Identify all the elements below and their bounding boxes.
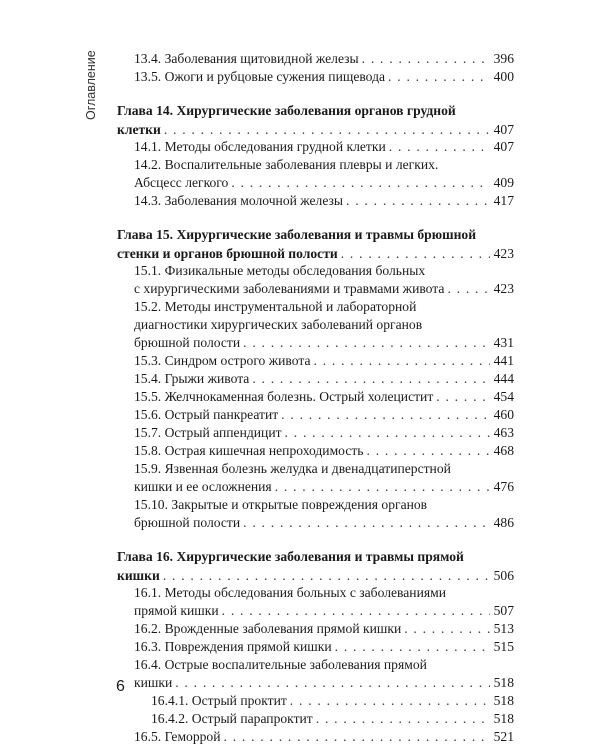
toc-entry-page: 441 [493,353,514,368]
dot-leader [359,50,490,68]
toc-entry [134,174,514,192]
toc-entry-page: 431 [493,335,514,350]
toc-entry [134,50,514,68]
toc-entry [134,388,514,406]
toc-entry-page: 400 [493,69,514,84]
dot-leader [433,388,490,406]
dot-leader [249,370,490,388]
toc-entry [117,121,514,139]
toc-entry-title: 13.4. Заболевания щитовидной железы [134,51,359,66]
dot-leader [332,638,490,656]
toc-entry-title: 15.4. Грыжи живота [134,371,250,386]
toc-entry-title: 16.1. Методы обследования больных с заболеваниями [134,585,446,600]
toc-entry [134,620,514,638]
dot-leader [240,334,490,352]
toc-entry [134,496,514,514]
toc-entry-title: с хирургическими заболеваниями и травмами живота [134,281,445,296]
toc-entry-title: 16.3. Повреждения прямой кишки [134,639,332,654]
dot-leader [228,174,490,192]
toc-entry-title: кишки [134,675,173,690]
toc-entry-page: 417 [493,193,514,208]
toc-entry-title: клетки [117,122,161,137]
dot-leader [444,280,490,298]
toc-entry-page: 476 [493,479,514,494]
toc-entry-title: Абсцесс легкого [134,175,229,190]
dot-leader [313,710,490,728]
toc-entry [134,192,514,210]
toc-entry-page: 460 [493,407,514,422]
dot-leader [272,478,490,496]
dot-leader [338,245,490,263]
toc-entry-page: 521 [493,729,514,744]
toc-entry-title: 16.4.2. Острый парапроктит [151,711,313,726]
dot-leader [385,68,490,86]
toc-entry-page: 518 [493,675,514,690]
toc-entry-title: 15.8. Острая кишечная непроходимость [134,443,364,458]
toc-entry-title: Глава 14. Хирургические заболевания органов грудной [117,103,456,118]
dot-leader [343,192,490,210]
toc-entry-title: 16.5. Геморрой [134,729,221,744]
toc-entry-title: кишки и ее осложнения [134,479,272,494]
toc-entry-title: брюшной полости [134,515,241,530]
dot-leader [161,121,490,139]
toc-entry [134,262,514,280]
toc-entry [117,567,514,585]
toc-entry [151,710,514,728]
toc-entry-title: 16.4.1. Острый проктит [151,693,287,708]
toc-entry-title: кишки [117,568,160,583]
toc-entry [134,478,514,496]
toc-entry [117,102,514,120]
toc-entry [134,280,514,298]
toc-entry-page: 423 [493,281,514,296]
dot-leader [364,442,491,460]
toc-entry-page: 409 [493,175,514,190]
toc-entry [134,674,514,692]
toc-entry-title: Глава 16. Хирургические заболевания и травмы прямой [117,549,464,564]
toc-entry-title: 15.10. Закрытые и открытые повреждения органов [134,497,428,512]
toc-entry [117,548,514,566]
toc-entry-title: брюшной полости [134,335,241,350]
toc-entry-title: прямой кишки [134,603,219,618]
toc-entry [117,226,514,244]
dot-leader [386,138,490,156]
toc-entry [134,316,514,334]
dot-leader [221,728,490,746]
toc-entry [134,602,514,620]
toc-entry-title: 13.5. Ожоги и рубцовые сужения пищевода [134,69,386,84]
toc-entry [134,638,514,656]
toc-entry-page: 444 [493,371,514,386]
toc-entry-page: 454 [493,389,514,404]
toc-entry [134,156,514,174]
toc-entry-title: 14.1. Методы обследования грудной клетки [134,139,386,154]
toc-entry-page: 407 [493,122,514,137]
toc-entry-title: диагностики хирургических заболеваний органов [134,317,423,332]
toc-entry [134,352,514,370]
toc-entry-title: 15.3. Синдром острого живота [134,353,311,368]
toc-entry [134,334,514,352]
toc-entry-page: 423 [493,246,514,261]
toc-entry-title: 16.4. Острые воспалительные заболевания прямой [134,657,427,672]
dot-leader [282,424,490,442]
toc-entry-title: 15.5. Желчнокаменная болезнь. Острый холецистит [134,389,434,404]
toc-entry [134,584,514,602]
dot-leader [219,602,490,620]
toc-entry [134,424,514,442]
toc-entry-page: 463 [493,425,514,440]
toc-entry [134,656,514,674]
toc-entry-page: 486 [493,515,514,530]
toc-entry [134,406,514,424]
toc-entry [134,298,514,316]
toc-entry [134,514,514,532]
toc-entry-page: 518 [493,711,514,726]
toc-entry-title: 15.7. Острый аппендицит [134,425,282,440]
toc-entry-page: 396 [493,51,514,66]
toc-entry-page: 407 [493,139,514,154]
dot-leader [160,567,490,585]
toc-entry-page: 513 [493,621,514,636]
toc-entry-title: 15.1. Физикальные методы обследования больных [134,263,426,278]
toc-entry-page: 518 [493,693,514,708]
toc-entry [134,138,514,156]
toc-entry-title: 15.9. Язвенная болезнь желудка и двенадцатиперстной [134,461,451,476]
toc-entry [134,442,514,460]
toc-entry-title: Глава 15. Хирургические заболевания и травмы брюшной [117,227,477,242]
dot-leader [287,692,490,710]
toc-entry-page: 506 [493,568,514,583]
toc-entry-title: стенки и органов брюшной полости [117,246,338,261]
toc-entry [117,245,514,263]
toc-entry-title: 15.2. Методы инструментальной и лабораторной [134,299,417,314]
toc-entry-title: 16.2. Врожденные заболевания прямой кишки [134,621,402,636]
dot-leader [278,406,490,424]
toc-entry-page: 507 [493,603,514,618]
toc-entry-title: 15.6. Острый панкреатит [134,407,279,422]
dot-leader [311,352,490,370]
dot-leader [240,514,490,532]
dot-leader [172,674,490,692]
toc-entry [134,370,514,388]
side-label-text: Оглавление [84,50,98,120]
toc-entry [151,692,514,710]
toc-entry [134,68,514,86]
toc-entry [134,728,514,746]
toc-entry-page: 515 [493,639,514,654]
toc-entry-title: 14.3. Заболевания молочной железы [134,193,344,208]
toc-entry-page: 468 [493,443,514,458]
toc-entry [134,460,514,478]
toc-entry-title: 14.2. Воспалительные заболевания плевры и легких. [134,157,439,172]
dot-leader [401,620,490,638]
side-section-label [84,52,100,132]
page-number: 6 [116,678,125,695]
